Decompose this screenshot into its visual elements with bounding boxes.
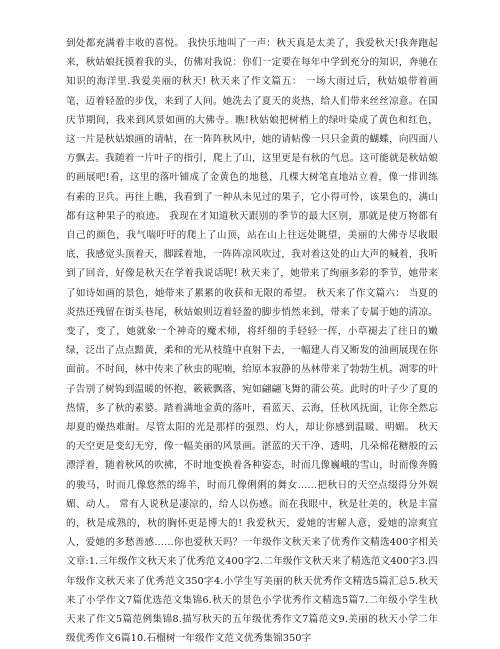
body-paragraph: 到处都充满着丰收的喜悦。 我快乐地叫了一声：秋天真是太美了，我爱秋天!我奔跑起来，秋姑娘抚摸着我的头，仿佛对我说：你们一定要在每年中学到充分的知识，奔驰在知识的海洋里.我爱美丽的秋天! 秋天来了作文篇五： 一场大雨过后，秋姑娘带着画笔，迈着轻盈的步伐，来到了人间。她洗去了夏天的炎热，给人们带来丝丝凉意。在国庆节期间，我来到风景如画的大佛寺。瞧!秋姑娘把树梢上的绿叶染成了黄色和红色，这一片是秋姑娘画的请帖，在一阵阵秋风中，她的请帖像一只只金黄的蝴蝶，向四面八方飘去。我随着一片叶子的指引，爬上了山，这里更是有秋的气息。这可能就是秋姑娘的画展吧!看，这里的落叶铺成了金黄色的地毯，几棵大树笔直地站立着，像一排训练有素的卫兵。再往上瞧，我看到了一种从未见过的果子，它小得可怜，该果色的，满山都有这种果子的痕迹。 我现在才知道秋天跟别的季节的最大区别，那就是使万物都有自己的颜色，我气喘吁吁的爬上了山顶，站在山上往远处眺望，美丽的大佛寺尽收眼底，我感觉头顶着天，脚踩着地，一阵阵凉风吹过，我对着这处的山大声的喊着，我听到了回音，好像是秋天在学着我说话呢! 秋天来了，她带来了绚丽多彩的季节，她带来了如诗如画的景色，她带来了累累的收获和无限的希望。 秋天来了作文篇六： 当夏的炎热还残留在街头巷尾，秋姑娘则迈着轻盈的脚步悄然来到，带来了专属于她的清凉。 变了，变了，她就象一个神奇的魔术师，将纤细的手轻轻一挥，小草褪去了往日的嫩绿，泛出了点点黯黄，柔和的光从枝缝中直射下去，一幅建人肖又断发的油画展现在你面前。不时间，林中传来了秋虫的呢喃，给原本寂静的丛林带来了勃勃生机。凋零的叶子告别了树钩到温暖的怀抱，簌簌飘落，宛如翩翩飞舞的蒲公英。此时的叶子少了夏的热情，多了秋的素婆。踏着满地金黄的落叶，看蓝天、云海，任秋风抚面，让你全然忘却夏的燥热难耐。尽管太阳的光是那样的强烈、灼人，却让你感到温暖、明媚。 秋天的天空更是变幻无穷，像一幅美丽的风景画。湛蓝的天干净、透明，几朵棉花糖般的云漂浮着，随着秋风的吹拂，不时地变换着各种姿态，时而几像巍峨的雪山，时而像奔腾的骏马，时而几像悠然的绵羊，时而几像俐俐的舞女……把秋日的天空点缀得分外娱媚、动人。 常有人说秋是凄凉的，给人以伤感。而在我眼中，秋是壮美的，秋是丰富的，秋是成熟的，秋的胸怀更是博大的! 我爱秋天，爱她的害解人意，爱她的凉爽宜人，爱她的多愁善感……你也爱秋天吗？一年级作文秋天来了优秀作文精选400字相关文章:1.三年级作文秋天来了优秀范文400字2.二年级作文秋天来了精选范文400字3.四年级作文秋天来了优秀范文350字4.小学生写美丽的秋天优秀作文精选5篇汇总5.秋天来了小学作文7篇优选范文集锦6.秋天的景色小学优秀作文精选5篇7.二年级小学生秋天来了作文5篇范例集锦8.描写秋天的五年级优秀作文7篇范文9.美丽的秋天小学二年级优秀作文6篇10.石榴树一年级作文范文优秀集锦350字	[66, 38, 438, 645]
document-body	[66, 34, 438, 649]
